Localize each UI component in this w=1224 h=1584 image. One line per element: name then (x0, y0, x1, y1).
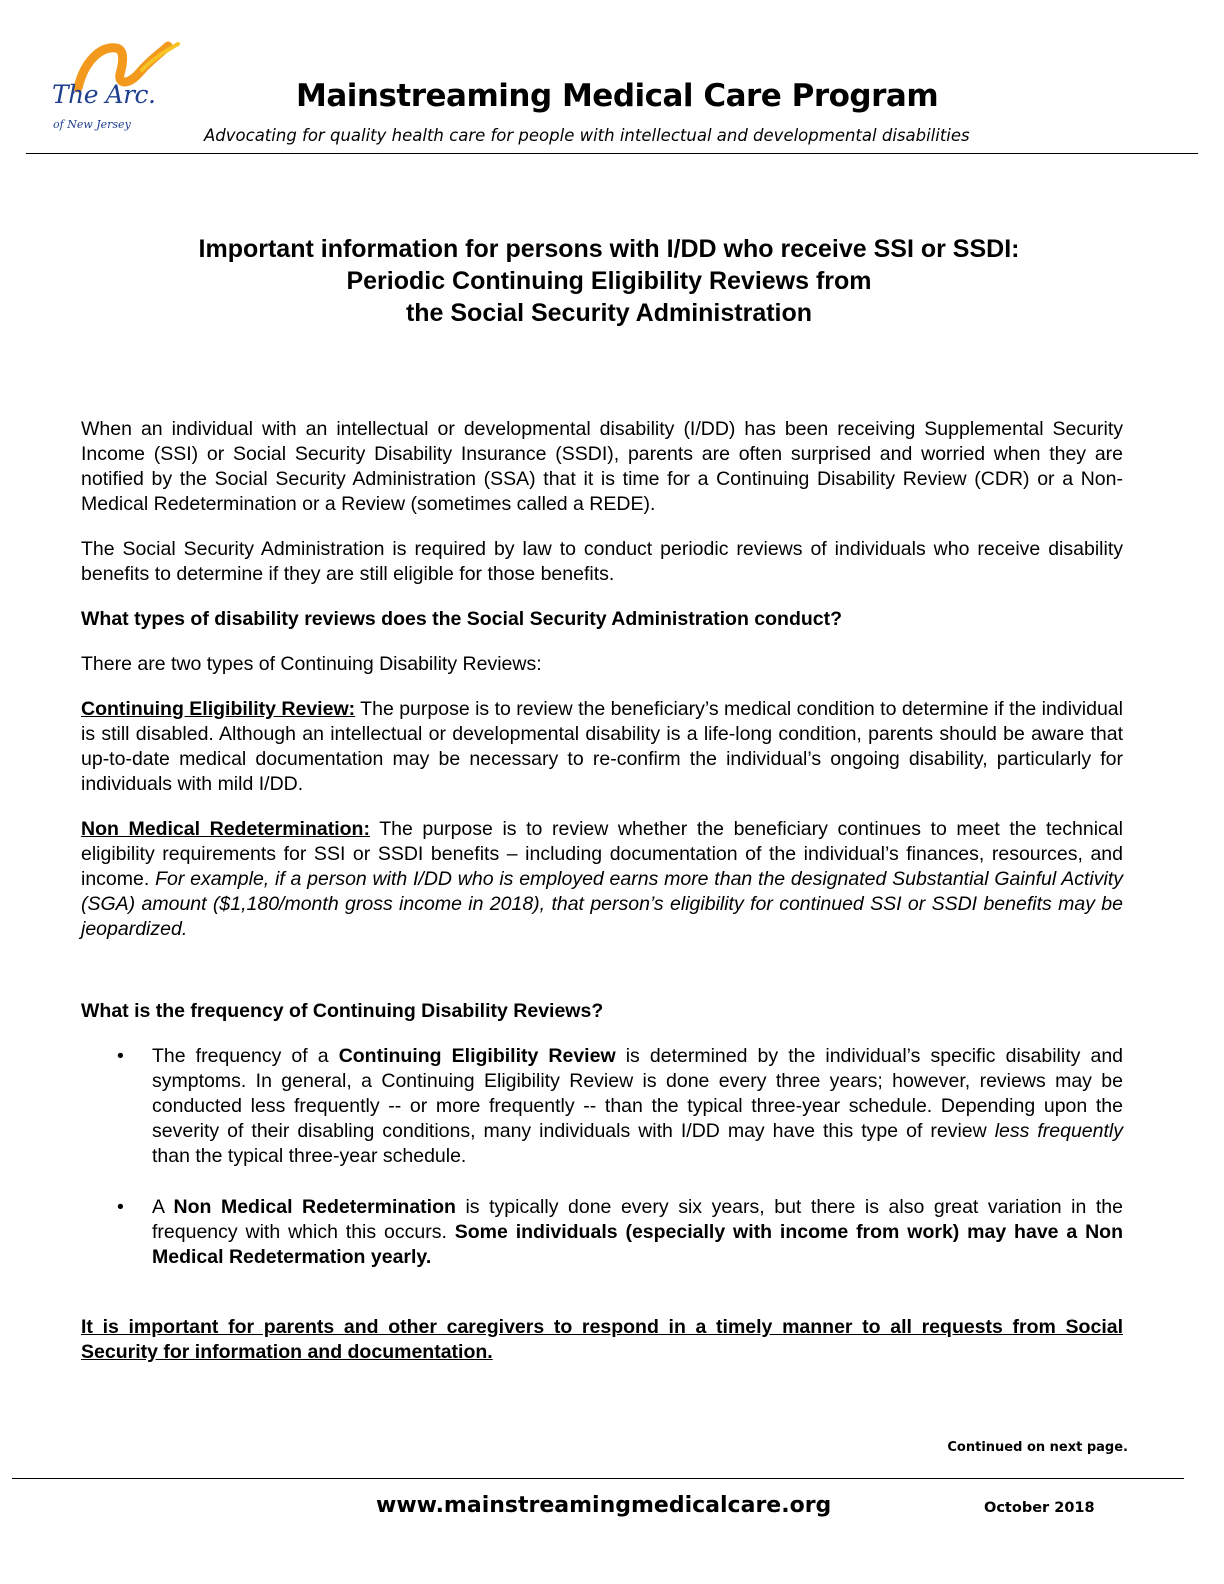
website-url[interactable]: www.mainstreamingmedicalcare.org (376, 1493, 832, 1518)
title-line-3: the Social Security Administration (405, 299, 813, 327)
arc-logo (50, 40, 190, 140)
program-subtitle: Advocating for quality health care for people with intellectual and developmental disabilities (204, 126, 970, 145)
document-date: October 2018 (984, 1500, 1095, 1516)
footer-divider (12, 1478, 1184, 1479)
frequency-list (81, 1044, 1123, 1270)
law-paragraph: The Social Security Administration is required by law to conduct periodic reviews of individuals who receive disability benefits to determine if they are still eligible for those benefits. (81, 538, 1123, 585)
continued-note: Continued on next page. (947, 1440, 1128, 1455)
cer-paragraph (81, 697, 1123, 797)
list-item: • The frequency of a Continuing Eligibility Review is determined by the individual’s specific disability and symptoms. In general, a Continuing Eligibility Review is done every three years; however, reviews may be conducted less frequently -- or more frequently -- than the typical three-year schedule. Depending upon the severity of their disabling conditions, many individuals with I/DD may have this type of review less frequently than the typical three-year schedule. (81, 1044, 1123, 1169)
intro-paragraph: When an individual with an intellectual or developmental disability (I/DD) has been receiving Supplemental Security Income (SSI) or Social Security Disability Insurance (SSDI), parents are often surprised and worried when they are notified by the Social Security Administration (SSA) that it is time for a Continuing Disability Review (CDR) or a Non-Medical Redetermination or a Review (sometimes called a REDE). (81, 418, 1123, 515)
cer-label: Continuing Eligibility Review: (81, 698, 356, 720)
document-title (0, 233, 1218, 329)
nmr-paragraph (81, 817, 1123, 942)
document-body (81, 417, 1123, 1385)
title-line-1: Important information for persons with I/DD who receive SSI or SSDI: (198, 235, 1020, 263)
header-divider (26, 153, 1198, 154)
important-notice: It is important for parents and other caregivers to respond in a timely manner to all requests from Social Security for information and documentation. (81, 1316, 1123, 1363)
cer-text: The purpose is to review the beneficiary’s medical condition to determine if the individual is still disabled. Although an intellectual or developmental disability is a life-long condition, parents should be aware that up-to-date medical documentation may be necessary to re-confirm the individual’s ongoing disability, particularly for individuals with mild I/DD. (81, 698, 1123, 795)
question-frequency: What is the frequency of Continuing Disability Reviews? (81, 1000, 604, 1022)
nmr-text: The purpose is to review whether the beneficiary continues to meet the technical eligibility requirements for SSI or SSDI benefits – including documentation of the individual’s finances, resources, and income. (81, 818, 1123, 890)
nmr-example: For example, if a person with I/DD who is employed earns more than the designated Substantial Gainful Activity (SGA) amount ($1,180/month gross income in 2018), that person’s eligibility for continued SSI or SSDI benefits may be jeopardized. (81, 868, 1123, 940)
program-title: Mainstreaming Medical Care Program (296, 78, 939, 114)
nmr-label: Non Medical Redetermination: (81, 818, 370, 840)
logo-text: The Arc. (52, 80, 156, 109)
title-line-2: Periodic Continuing Eligibility Reviews from (346, 267, 872, 295)
page-header (0, 0, 1224, 160)
list-item: • A Non Medical Redetermination is typically done every six years, but there is also great variation in the frequency with which this occurs. Some individuals (especially with income from work) may have a Non Medical Redetermation yearly. (81, 1195, 1123, 1270)
two-types-paragraph: There are two types of Continuing Disability Reviews: (81, 653, 542, 675)
question-review-types: What types of disability reviews does the Social Security Administration conduct? (81, 608, 843, 630)
logo-subtext: of New Jersey (53, 118, 131, 131)
